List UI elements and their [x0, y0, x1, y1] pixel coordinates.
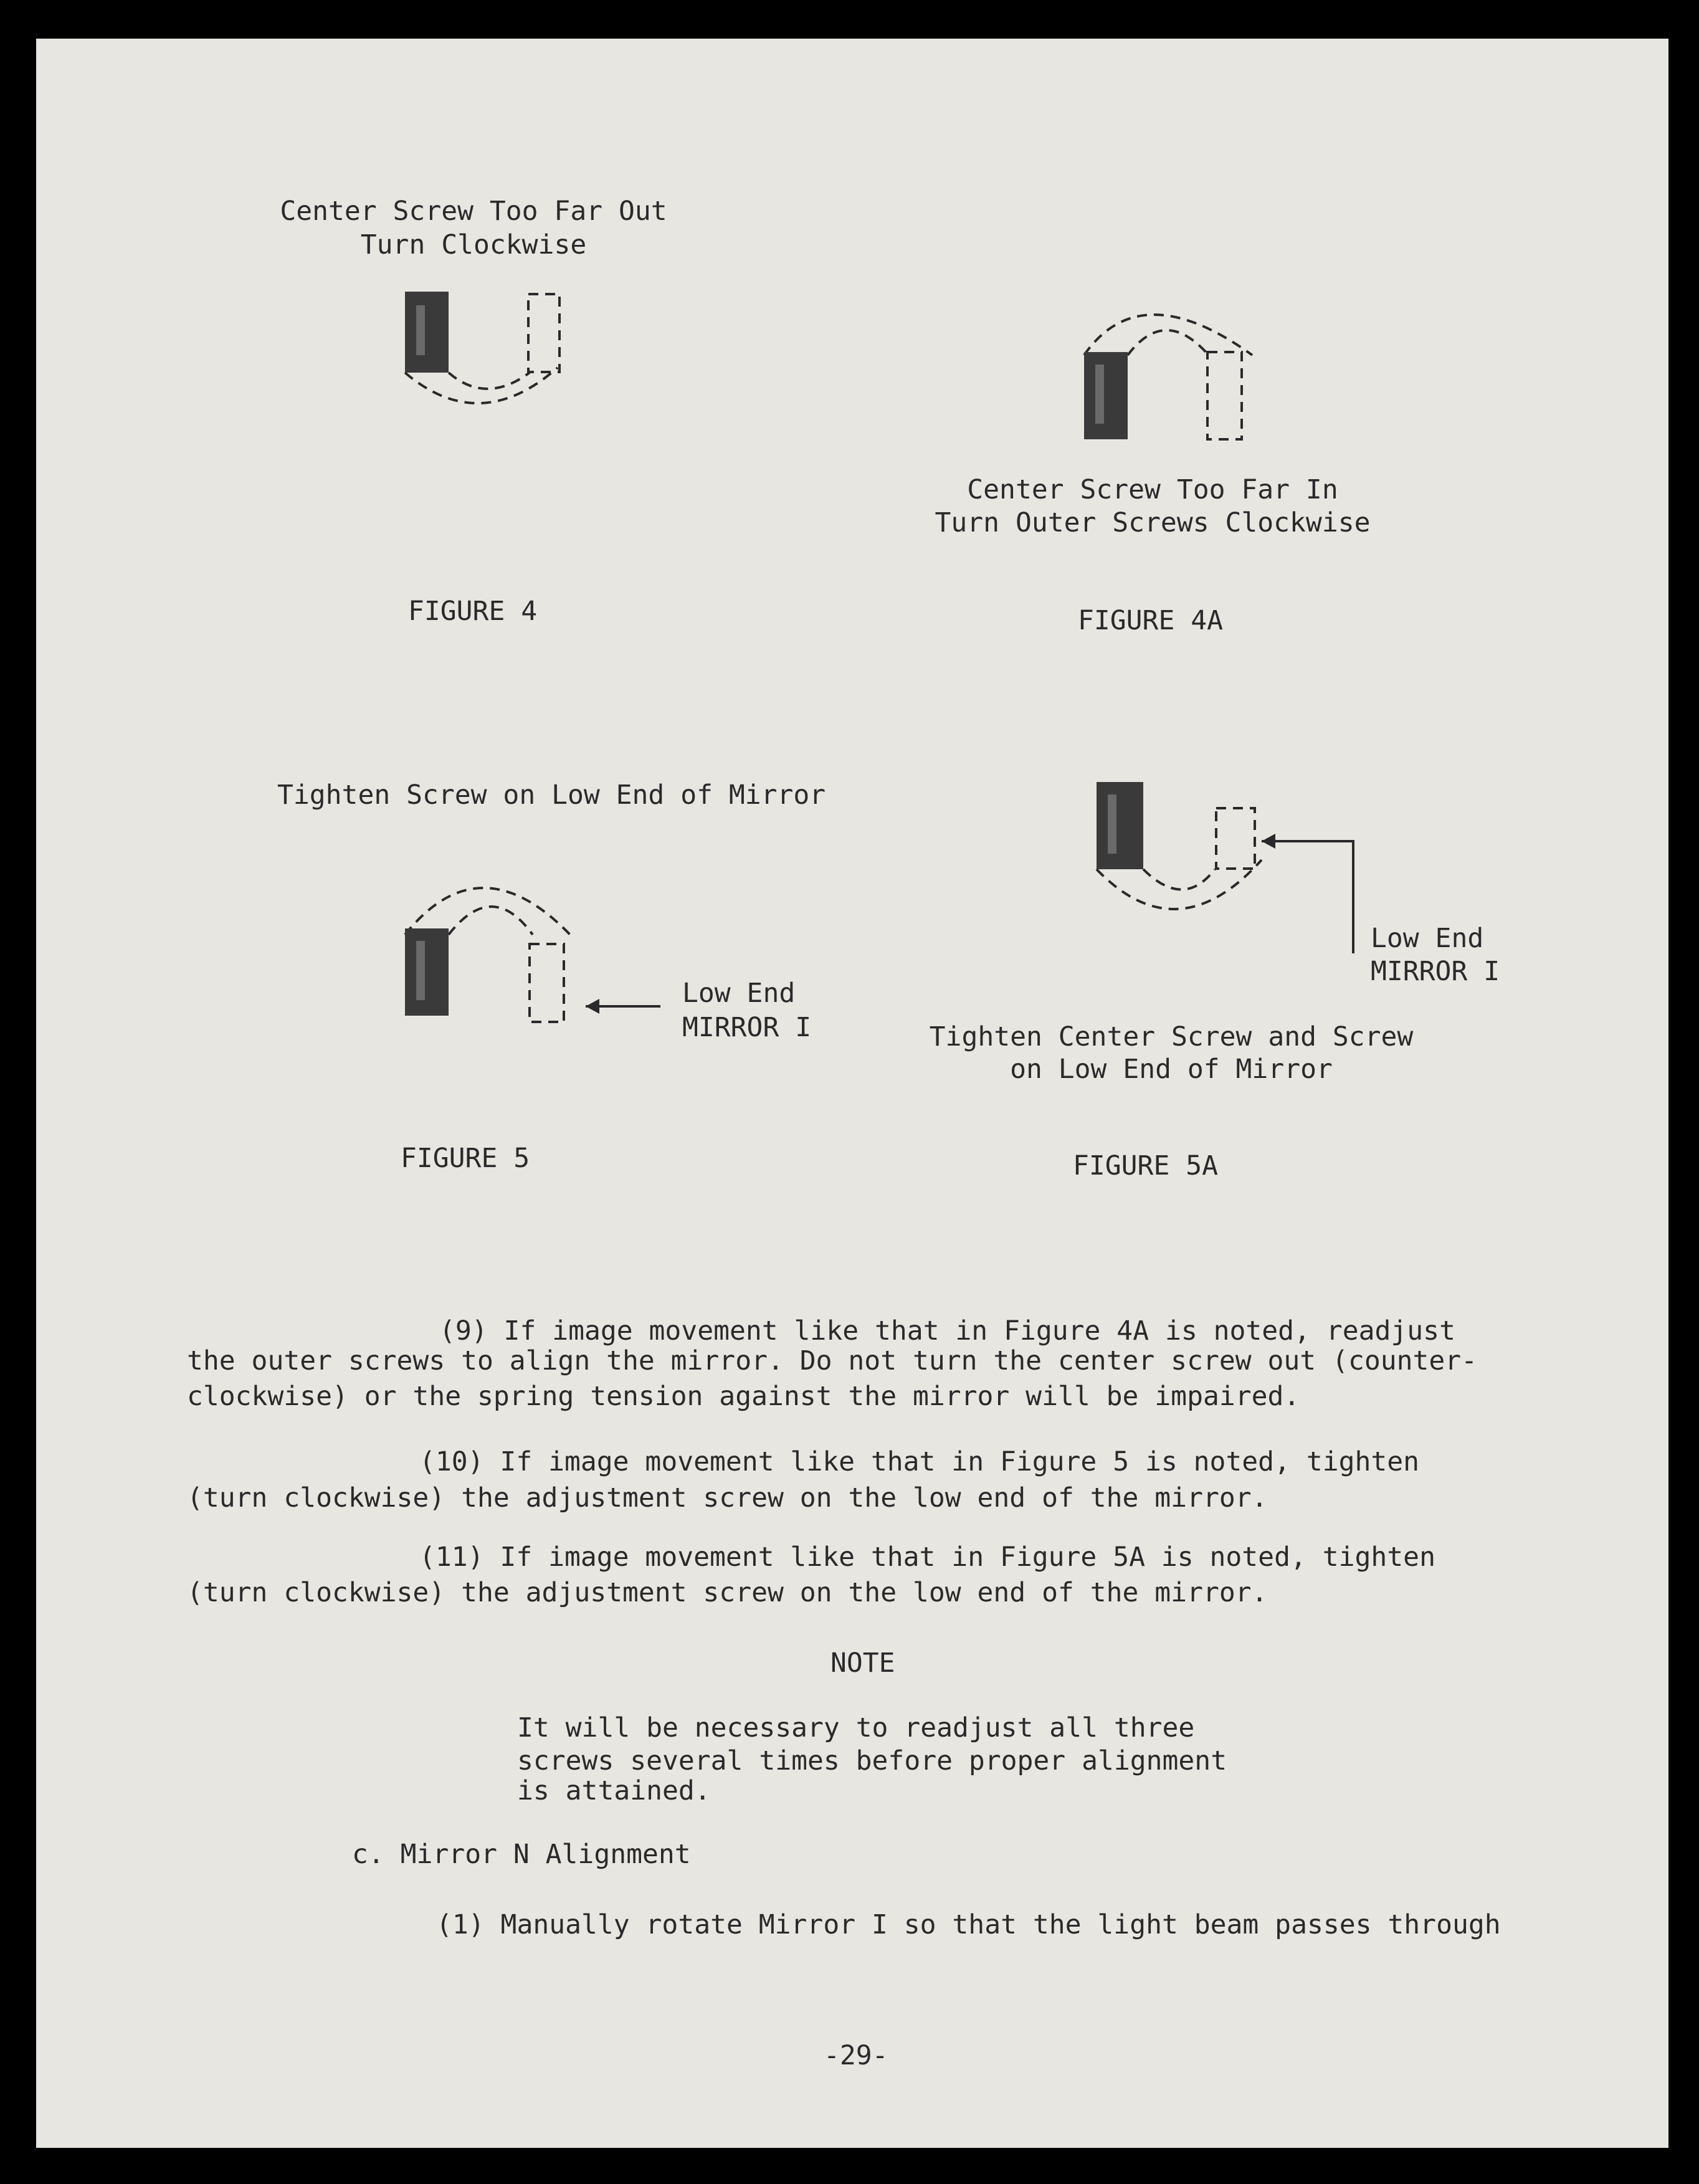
- fig5-mirror-diagram: [393, 866, 816, 1034]
- fig4-label: FIGURE 4: [408, 596, 538, 627]
- fig5a-callout-line1: Low End: [1371, 923, 1484, 954]
- fig4a-caption-line1: Center Screw Too Far In: [967, 474, 1338, 505]
- fig4-caption-line1: Center Screw Too Far Out: [280, 196, 667, 227]
- document-page: [36, 39, 1668, 2148]
- fig5-callout-line2: MIRROR I: [682, 1012, 812, 1043]
- note-line1: It will be necessary to readjust all three: [517, 1712, 1195, 1743]
- fig5a-caption-line1: Tighten Center Screw and Screw: [929, 1021, 1414, 1052]
- paragraph-11-line1: (11) If image movement like that in Figure 5A is noted, tighten: [419, 1542, 1435, 1573]
- paragraph-9-line2: the outer screws to align the mirror. Do not turn the center screw out (counter-: [187, 1345, 1478, 1376]
- fig4-caption-line2: Turn Clockwise: [360, 229, 587, 260]
- fig5a-callout-line2: MIRROR I: [1371, 956, 1500, 987]
- fig4a-mirror-diagram: [1072, 287, 1271, 449]
- section-c-heading: c. Mirror N Alignment: [352, 1839, 691, 1870]
- fig5-callout-line1: Low End: [682, 978, 796, 1009]
- fig4a-caption-line2: Turn Outer Screws Clockwise: [935, 507, 1371, 538]
- note-line3: is attained.: [517, 1775, 711, 1806]
- paragraph-11-line2: (turn clockwise) the adjustment screw on the low end of the mirror.: [187, 1577, 1268, 1608]
- fig4a-label: FIGURE 4A: [1078, 605, 1223, 636]
- paragraph-9-line3: clockwise) or the spring tension against the mirror will be impaired.: [187, 1381, 1300, 1412]
- note-heading: NOTE: [830, 1648, 895, 1679]
- page-number: -29-: [824, 2040, 888, 2071]
- fig5-label: FIGURE 5: [401, 1143, 530, 1174]
- paragraph-10-line1: (10) If image movement like that in Figure 5 is noted, tighten: [419, 1446, 1420, 1477]
- fig5-caption: Tighten Screw on Low End of Mirror: [277, 780, 826, 811]
- note-line2: screws several times before proper alignment: [517, 1745, 1227, 1776]
- paragraph-10-line2: (turn clockwise) the adjustment screw on the low end of the mirror.: [187, 1482, 1268, 1514]
- fig5a-label: FIGURE 5A: [1073, 1150, 1218, 1181]
- paragraph-9-line1: (9) If image movement like that in Figure 4A is noted, readjust: [439, 1315, 1455, 1347]
- fig5a-caption-line2: on Low End of Mirror: [1010, 1054, 1333, 1085]
- fig5a-mirror-diagram: [1084, 773, 1371, 972]
- step-1-line1: (1) Manually rotate Mirror I so that the light beam passes through: [436, 1909, 1501, 1940]
- fig4-mirror-diagram: [393, 280, 592, 436]
